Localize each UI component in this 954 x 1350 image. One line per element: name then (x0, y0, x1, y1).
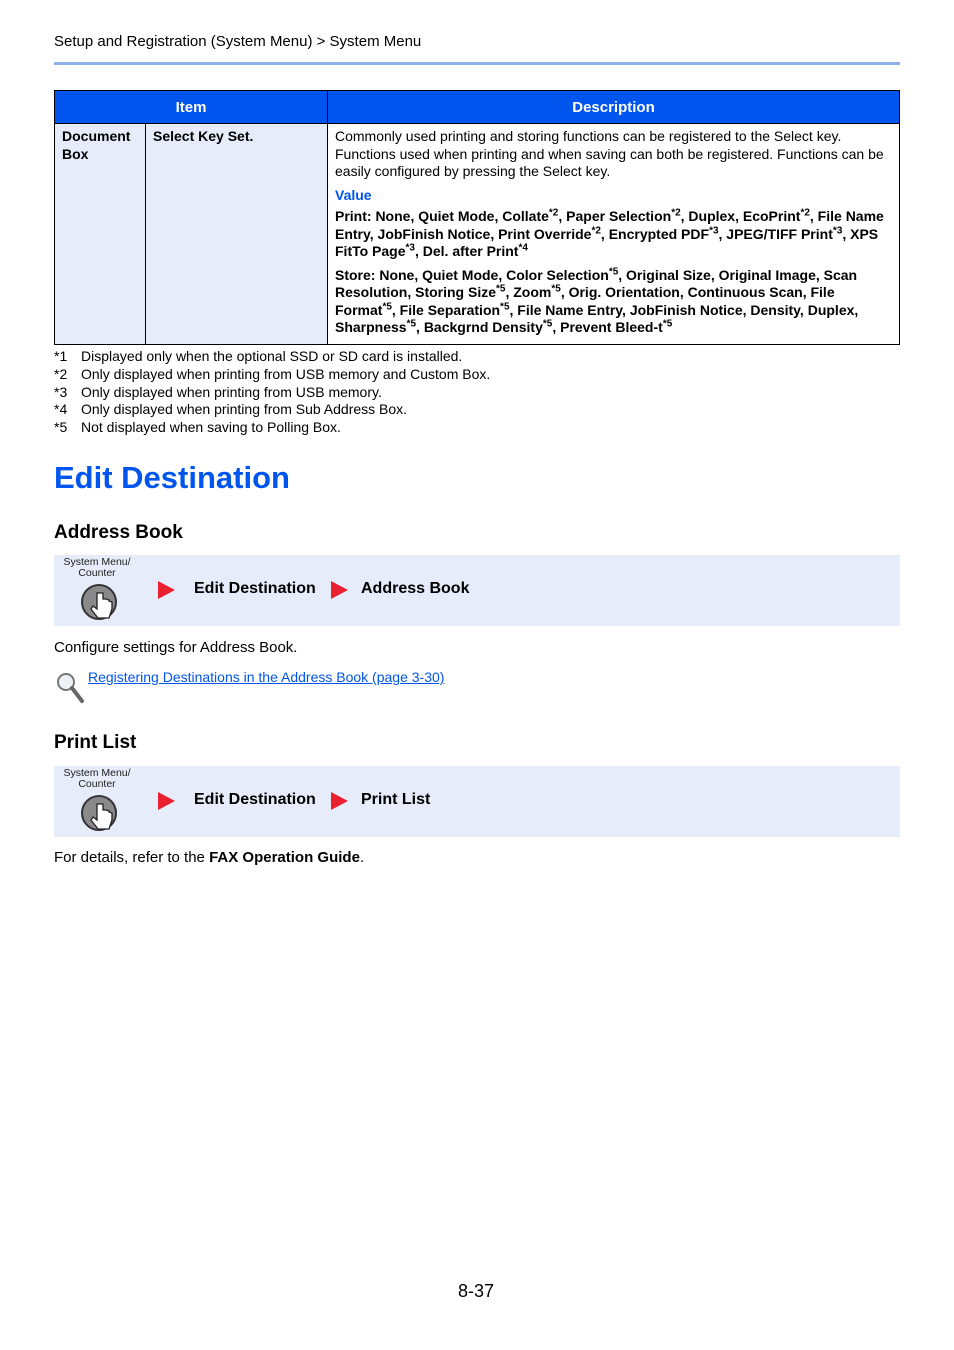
system-menu-key-icon: System Menu/ Counter (60, 557, 134, 623)
address-book-nav-path (54, 555, 900, 626)
nav-step-edit-destination: Edit Destination (194, 580, 316, 597)
address-book-description: Configure settings for Address Book. (54, 639, 298, 656)
footnote: *3 Only displayed when printing from USB memory. (54, 383, 382, 400)
address-book-reference-link[interactable]: Registering Destinations in the Address Book (page 3-30) (88, 669, 445, 685)
nav-step-address-book: Address Book (361, 580, 470, 597)
footnote: *1 Displayed only when the optional SSD or SD card is installed. (54, 348, 463, 364)
settings-table (54, 90, 900, 345)
table-cell-item: Select Key Set. (146, 124, 328, 345)
header-rule (54, 62, 900, 65)
arrow-right-icon (331, 581, 348, 599)
nav-step-print-list: Print List (361, 791, 431, 808)
table-header-description: Description (328, 91, 900, 124)
address-book-heading: Address Book (54, 522, 183, 543)
print-list-nav-path (54, 766, 900, 837)
print-list-heading: Print List (54, 732, 137, 753)
table-cell-item-group: Document Box (55, 124, 146, 345)
footnote: *5 Not displayed when saving to Polling Box. (54, 419, 341, 436)
arrow-right-icon (158, 792, 175, 810)
store-values: Store: None, Quiet Mode, Color Selection$^{*5}$, Original Size, Original Image, Scan Resolution, Storing Size$^{*5}$, Zoom$^{*5}$, Orig. Orientation, Continuous Scan, File Format$^{*5}$, File Separation$^{*5}$, File Name Entry, JobFinish Notice, Density, Duplex, Sharpness$^{*5}$, Backgrnd Density$^{*5}$, Prevent Bleed-$t^{*5}$ (335, 265, 859, 335)
breadcrumb: Setup and Registration (System Menu) > System Menu (54, 33, 422, 50)
table-header-item: Item (55, 91, 328, 124)
arrow-right-icon (158, 581, 175, 599)
page-number: 8-37 (458, 1281, 495, 1301)
nav-step-edit-destination: Edit Destination (194, 791, 316, 808)
footnotes (54, 348, 490, 437)
footnote: *4 Only displayed when printing from Sub Address Box. (54, 401, 408, 418)
footnote: *2 Only displayed when printing from USB memory and Custom Box. (54, 365, 491, 382)
magnifier-icon (55, 671, 85, 704)
arrow-right-icon (331, 792, 348, 810)
value-label: Value (335, 186, 372, 203)
section-title: Edit Destination (54, 460, 290, 495)
print-values: Print: None, Quiet Mode, Collate$^{*2}$, Paper Selection$^{*2}$, Duplex, EcoPrint$^{*2}$, File Name Entry, JobFinish Notice, Print Override$^{*2}$, Encrypted PDF$^{*3}$, JPEG/TIFF Print$^{*3}$, XPS FitTo Page$^{*3}$, Del. after Print$^{*4}$ (335, 207, 884, 259)
system-menu-key-icon: System Menu/ Counter (60, 768, 134, 834)
table-cell-description (328, 124, 900, 345)
description-text: Commonly used printing and storing functions can be registered to the Select key. Functions used when printing and when saving can both be registered. Functions can be easily configured by pressing the Select key. (335, 128, 884, 179)
print-list-description: For details, refer to the FAX Operation Guide. (54, 849, 365, 866)
